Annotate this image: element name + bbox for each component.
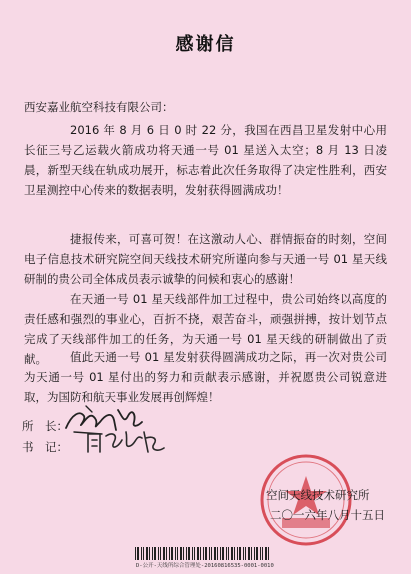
secretary-label: 书 记： — [22, 440, 68, 454]
paragraph-4: 值此天通一号 01 星发射获得圆满成功之际，再一次对贵公司为天通一号 01 星付出的努力和贡献表示感谢，并祝愿贵公司锐意进取，为国防和航天事业发展再创辉煌！ — [24, 350, 387, 404]
issue-date: 二〇一六年八月十五日 — [270, 508, 385, 522]
paragraph-3: 在天通一号 01 星天线部件加工过程中，贵公司始终以高度的责任感和强烈的事业心，百折不挠，艰苦奋斗，顽强拼搏，按计划节点完成了天线部件加工的任务，为天通一号 01 星天线的研制做出了贡献。 — [24, 292, 387, 366]
director-label: 所 长： — [22, 419, 68, 433]
letter-title: 感谢信 — [175, 34, 236, 55]
secretary-handwritten-signature — [84, 426, 166, 456]
paragraph-2: 捷报传来，可喜可贺！在这激动人心、群情振奋的时刻，空间电子信息技术研究院空间天线技术研究所谨向参与天通一号 01 星天线研制的贵公司全体成员表示诚挚的问候和衷心的感谢！ — [24, 232, 387, 286]
paragraph-1: 2016 年 8 月 6 日 0 时 22 分，我国在西昌卫星发射中心用长征三号乙运载火箭成功将天通一号 01 星送入太空；8 月 13 日凌晨，新型天线在轨成功展开，标志着此次任务取得了决定性胜利，西安卫星测控中心传来的数据表明，发射获得圆满成功！ — [24, 123, 387, 197]
barcode-caption: D-公开-天线所综合管理处-20160816535-0001-0010 — [136, 563, 274, 569]
issuing-organization: 空间天线技术研究所 — [266, 488, 370, 502]
secretary-signature-row — [22, 439, 68, 455]
document-barcode — [135, 547, 273, 561]
letter-recipient: 西安嘉业航空科技有限公司： — [24, 100, 174, 114]
